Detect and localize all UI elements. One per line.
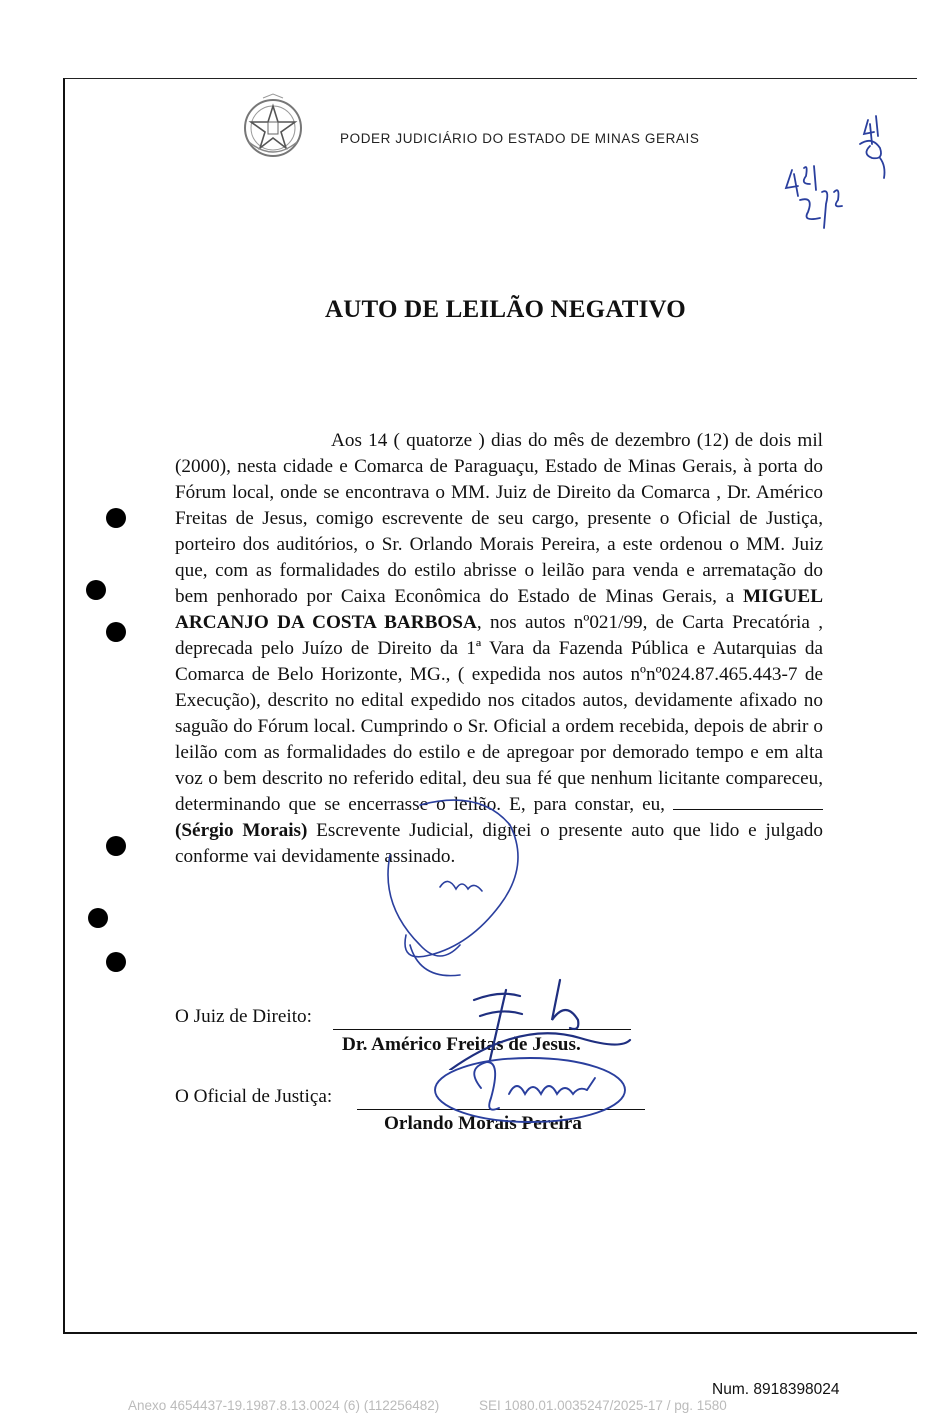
- annex-reference: Anexo 4654437-19.1987.8.13.0024 (6) (112256482): [128, 1398, 440, 1413]
- officer-label: O Oficial de Justiça:: [175, 1086, 333, 1107]
- debtor-name: MIGUEL ARCANJO DA COSTA BARBOSA: [175, 586, 823, 633]
- punch-hole: [88, 908, 108, 928]
- body-part-2: , nos autos nº021/99, de Carta Precatória , deprecada pelo Juízo de Direito da 1ª Vara da Fazenda Pública e Autarquias da Comarca de Belo Horizonte, MG., ( expedida nos autos nºnº024.87.465.443-7 de Execução), descrito no edital expedido nos citados autos, devidamente afixado no saguão do Fórum local. Cumprindo o Sr. Oficial a ordem recebida, depois de abrir o leilão com as formalidades do estilo e de apregoar por demorado tempo e em alta voz o bem descrito no referido edital, deu sua fé que nenhum licitante compareceu, determinando que se encerrasse o leilão. E, para constar, eu,: [175, 612, 823, 815]
- judge-name: Dr. Américo Freitas de Jesus.: [342, 1034, 581, 1055]
- clerk-signature-line: [673, 793, 823, 810]
- punch-hole: [86, 580, 106, 600]
- clerk-name: (Sérgio Morais): [175, 820, 308, 841]
- institution-header: PODER JUDICIÁRIO DO ESTADO DE MINAS GERAIS: [340, 131, 700, 146]
- body-part-3: Escrevente Judicial, digitei o presente auto que lido e julgado conforme vai devidamente assinado.: [175, 820, 823, 867]
- coat-of-arms-seal-icon: [241, 92, 305, 162]
- footer-reference: [128, 1398, 888, 1413]
- handwritten-folio-marks: [780, 100, 890, 240]
- body-part-1: Aos 14 ( quatorze ) dias do mês de dezembro (12) de dois mil (2000), nesta cidade e Comarca de Paraguaçu, Estado de Minas Gerais, à porta do Fórum local, onde se encontrava o MM. Juiz de Direito da Comarca , Dr. Américo Freitas de Jesus, comigo escrevente de seu cargo, presente o Oficial de Justiça, porteiro dos auditórios, o Sr. Orlando Morais Pereira, a este ordenou o MM. Juiz que, com as formalidades do estilo abrisse o leilão para venda e arrematação do bem penhorado por Caixa Econômica do Estado de Minas Gerais, a: [175, 430, 823, 607]
- document-number: Num. 8918398024: [712, 1381, 840, 1398]
- sei-reference: SEI 1080.01.0035247/2025-17 / pg. 1580: [479, 1398, 727, 1413]
- punch-hole: [106, 622, 126, 642]
- punch-hole: [106, 508, 126, 528]
- punch-hole: [106, 836, 126, 856]
- punch-hole: [106, 952, 126, 972]
- officer-name: Orlando Morais Pereira: [384, 1113, 582, 1134]
- judge-label: O Juiz de Direito:: [175, 1006, 312, 1027]
- document-title: AUTO DE LEILÃO NEGATIVO: [325, 296, 686, 323]
- officer-handwritten-signature: [425, 1048, 635, 1138]
